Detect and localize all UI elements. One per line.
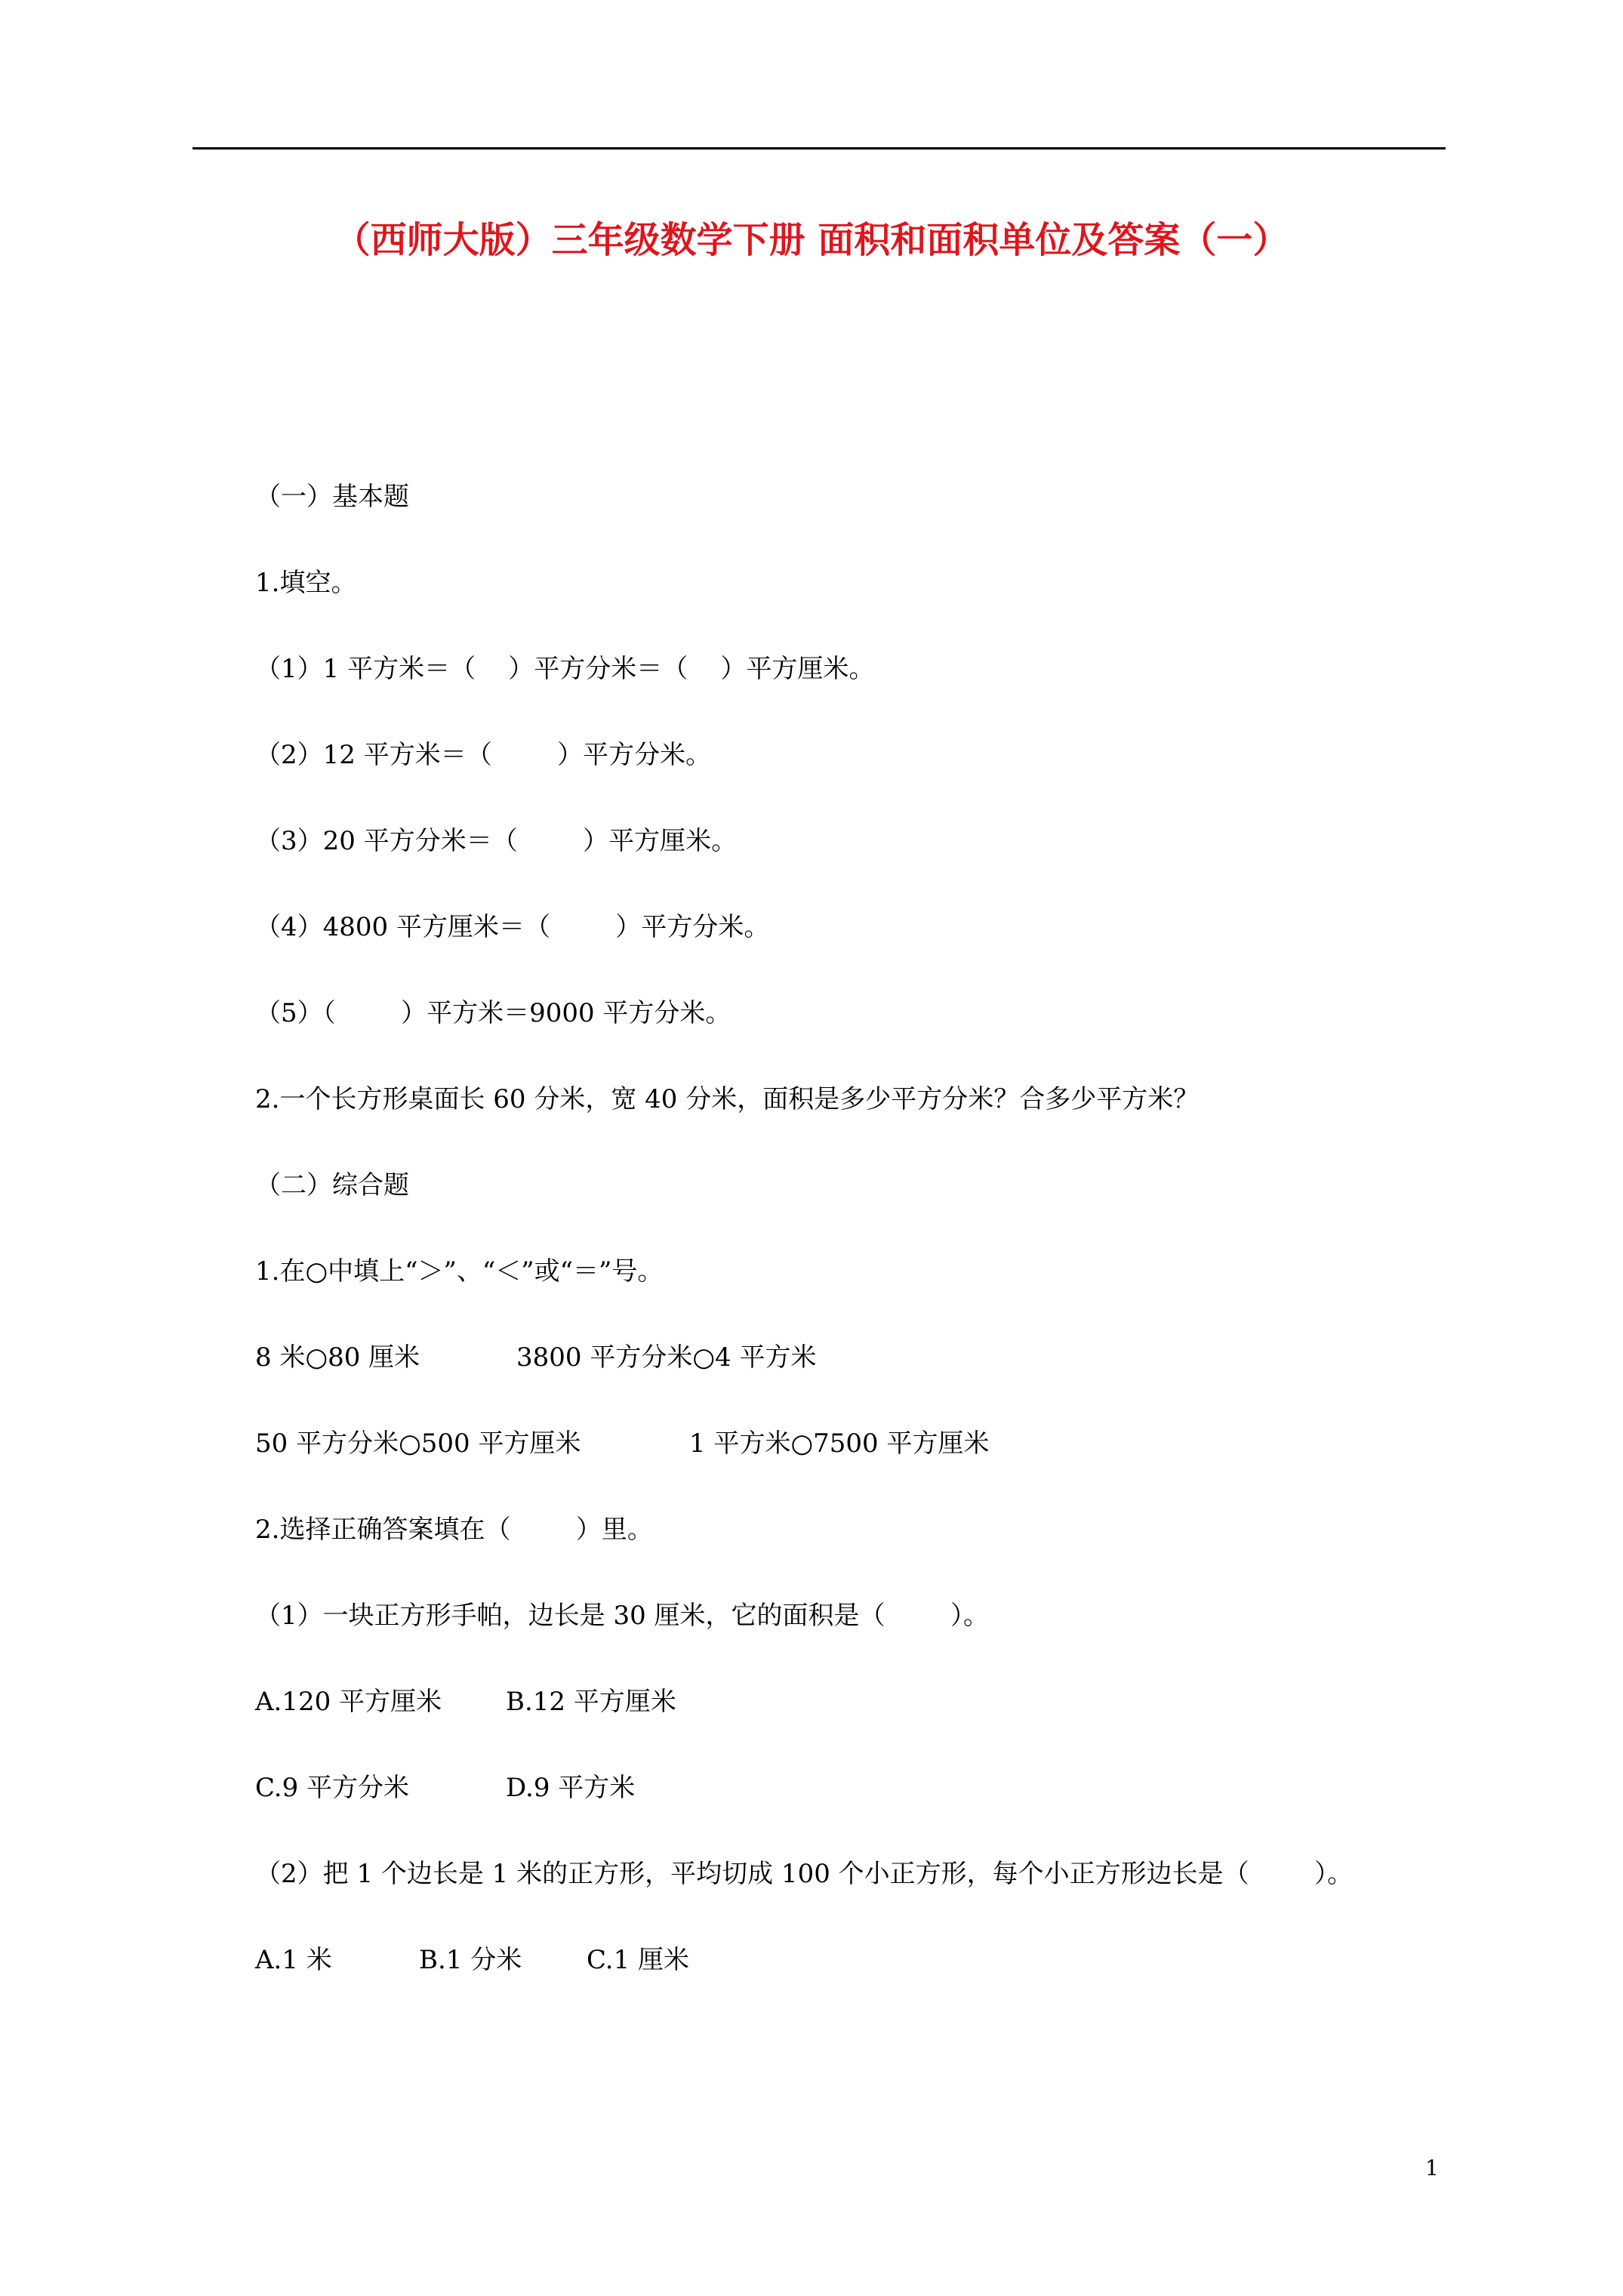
- choice-1-option-b: B.12 平方厘米: [506, 1687, 676, 1717]
- compare-item-2: 3800 平方分米○4 平方米: [516, 1342, 817, 1373]
- compare-item-3: 50 平方分米○500 平方厘米: [255, 1428, 581, 1459]
- choice-1-option-a: A.120 平方厘米: [255, 1687, 442, 1717]
- compare-item-4: 1 平方米○7500 平方厘米: [689, 1428, 990, 1459]
- section-heading-basic: （一）基本题: [255, 482, 409, 512]
- choice-2-option-a: A.1 米: [255, 1945, 332, 1975]
- page-number: 1: [1425, 2156, 1439, 2180]
- choice-1-option-c: C.9 平方分米: [255, 1773, 410, 1803]
- fill-blank-item-3: （3）20 平方分米＝（ ）平方厘米。: [255, 826, 738, 856]
- choice-1-option-d: D.9 平方米: [506, 1773, 636, 1803]
- header-rule: [192, 147, 1446, 149]
- document-title: （西师大版）三年级数学下册 面积和面积单位及答案（一）: [334, 219, 1289, 261]
- fill-blank-item-1: （1）1 平方米＝（ ）平方分米＝（ ）平方厘米。: [255, 654, 875, 684]
- question-compare-prompt: 1.在○中填上“＞”、“＜”或“＝”号。: [255, 1256, 664, 1287]
- question-table-area: 2.一个长方形桌面长 60 分米，宽 40 分米，面积是多少平方分米？合多少平方米？: [255, 1084, 1200, 1114]
- question-choice-prompt: 2.选择正确答案填在（ ）里。: [255, 1515, 653, 1545]
- choice-question-2: （2）把 1 个边长是 1 米的正方形，平均切成 100 个小正方形，每个小正方形边长是（ ）。: [255, 1859, 1354, 1889]
- fill-blank-item-4: （4）4800 平方厘米＝（ ）平方分米。: [255, 912, 770, 942]
- question-fill-blank-prompt: 1.填空。: [255, 568, 357, 598]
- section-heading-comprehensive: （二）综合题: [255, 1170, 409, 1200]
- choice-2-option-b: B.1 分米: [419, 1945, 522, 1975]
- choice-question-1: （1）一块正方形手帕，边长是 30 厘米，它的面积是（ ）。: [255, 1601, 989, 1631]
- compare-item-1: 8 米○80 厘米: [255, 1342, 420, 1373]
- fill-blank-item-5: （5）（ ）平方米＝9000 平方分米。: [255, 998, 731, 1028]
- choice-2-option-c: C.1 厘米: [587, 1945, 690, 1975]
- fill-blank-item-2: （2）12 平方米＝（ ）平方分米。: [255, 740, 712, 770]
